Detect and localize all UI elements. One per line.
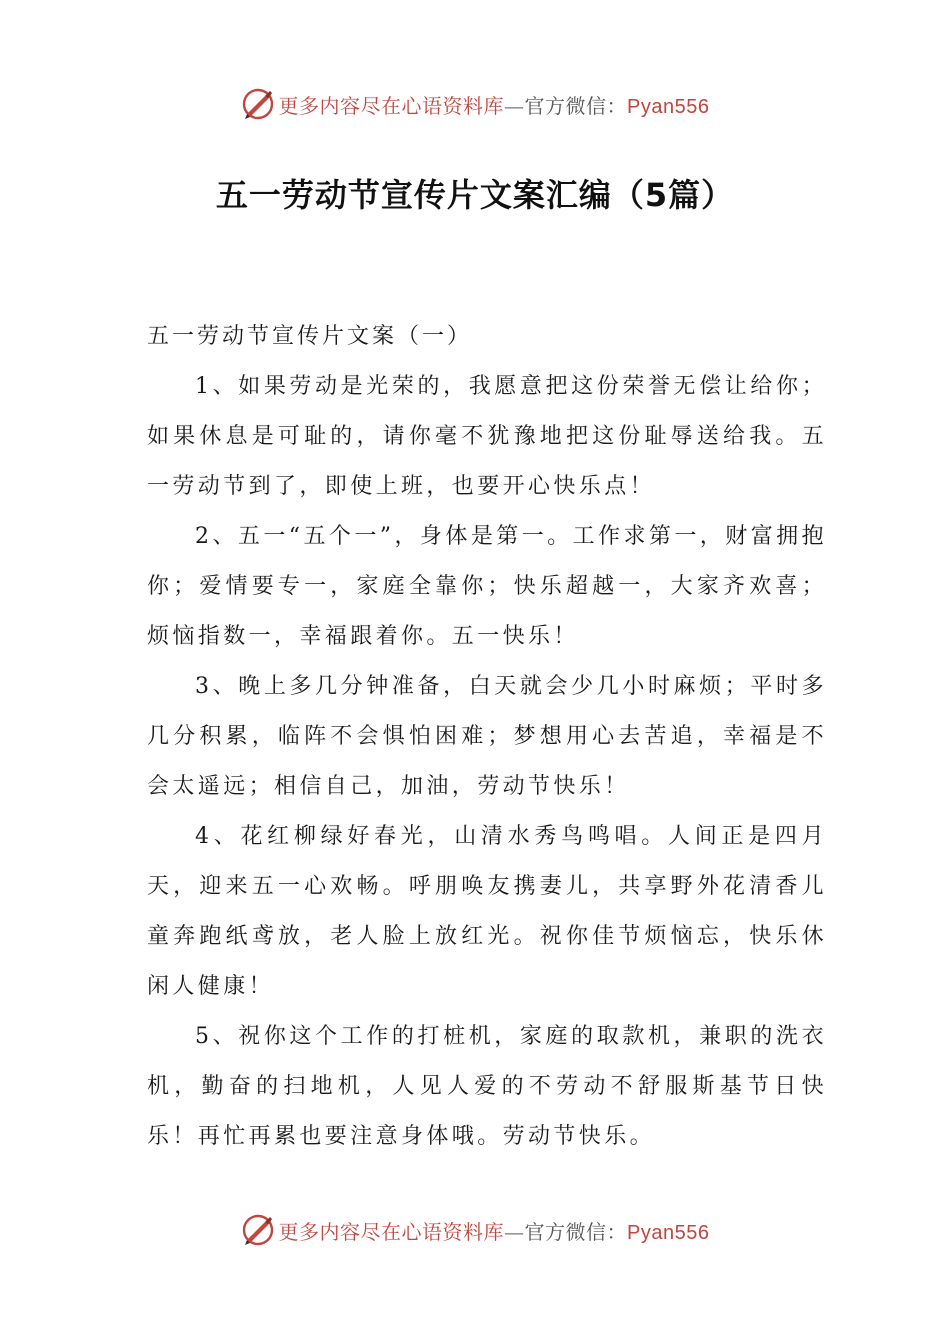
list-item: 4、花红柳绿好春光，山清水秀鸟鸣唱。人间正是四月天，迎来五一心欢畅。呼朋唤友携妻儿，共享野外花清香儿童奔跑纸鸢放，老人脸上放红光。祝你佳节烦恼忘，快乐休闲人健康！ (147, 824, 827, 999)
footer-banner (0, 1208, 950, 1252)
list-item: 1、如果劳动是光荣的，我愿意把这份荣誉无偿让给你；如果休息是可耻的，请你毫不犹豫地把这份耻辱送给我。五一劳动节到了，即使上班，也要开心快乐点！ (147, 374, 827, 499)
pen-logo-icon (241, 87, 275, 121)
document-title: 五一劳动节宣传片文案汇编（5篇） (215, 176, 735, 214)
list-item: 5、祝你这个工作的打桩机，家庭的取款机，兼职的洗衣机，勤奋的扫地机，人见人爱的不劳动不舒服斯基节日快乐！再忙再累也要注意身体哦。劳动节快乐。 (147, 1024, 827, 1149)
wechat-id: Pyan556 (627, 1221, 710, 1244)
wechat-id: Pyan556 (627, 95, 710, 118)
list-item: 2、五一“五个一”，身体是第一。工作求第一，财富拥抱你；爱情要专一，家庭全靠你；快乐超越一，大家齐欢喜；烦恼指数一，幸福跟着你。五一快乐！ (147, 524, 827, 649)
header-banner-text: 更多内容尽在心语资料库—官方微信：Pyan556 (278, 93, 710, 118)
section-heading: 五一劳动节宣传片文案（一） (147, 324, 473, 349)
document-body (147, 312, 827, 1162)
list-item: 3、晚上多几分钟准备，白天就会少几小时麻烦；平时多几分积累，临阵不会惧怕困难；梦想用心去苦追，幸福是不会太遥远；相信自己，加油，劳动节快乐！ (147, 674, 827, 799)
footer-banner-text: 更多内容尽在心语资料库—官方微信：Pyan556 (278, 1219, 710, 1244)
header-banner (0, 82, 950, 126)
pen-logo-icon (241, 1213, 275, 1247)
